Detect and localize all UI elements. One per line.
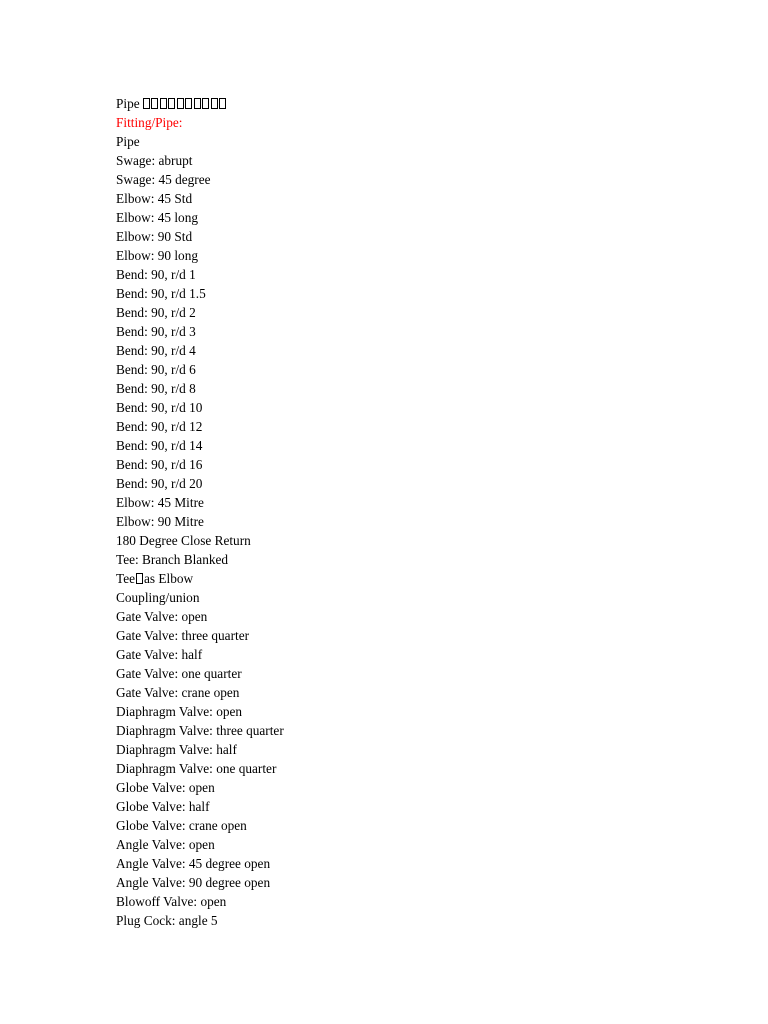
list-item: Bend: 90, r/d 1.5	[116, 286, 206, 301]
list-item: Diaphragm Valve: three quarter	[116, 723, 284, 738]
list-item: Gate Valve: open	[116, 609, 208, 624]
document-body	[116, 94, 736, 930]
list-item: Angle Valve: 90 degree open	[116, 875, 271, 890]
list-item: Bend: 90, r/d 8	[116, 381, 196, 396]
document-title	[116, 94, 736, 113]
section-heading: Fitting/Pipe:	[116, 115, 183, 130]
list-item: Elbow: 90 Std	[116, 229, 193, 244]
list-item: Gate Valve: one quarter	[116, 666, 242, 681]
list-item: Swage: abrupt	[116, 153, 193, 168]
list-item: Diaphragm Valve: one quarter	[116, 761, 277, 776]
list-item: Bend: 90, r/d 4	[116, 343, 196, 358]
list-item: Bend: 90, r/d 3	[116, 324, 196, 339]
list-item: Plug Cock: angle 5	[116, 913, 218, 928]
list-item: Bend: 90, r/d 12	[116, 419, 203, 434]
list-item: Angle Valve: open	[116, 837, 215, 852]
list-item: Bend: 90, r/d 1	[116, 267, 196, 282]
list-item: Diaphragm Valve: half	[116, 742, 237, 757]
list-item: Pipe	[116, 134, 140, 149]
list-item: Diaphragm Valve: open	[116, 704, 243, 719]
list-item: Bend: 90, r/d 16	[116, 457, 203, 472]
list-item: Bend: 90, r/d 10	[116, 400, 203, 415]
list-item-part: Tee	[116, 571, 135, 586]
list-item: Gate Valve: three quarter	[116, 628, 250, 643]
list-item: 180 Degree Close Return	[116, 533, 251, 548]
list-item: Globe Valve: crane open	[116, 818, 247, 833]
list-item: Bend: 90, r/d 6	[116, 362, 196, 377]
missing-glyph-box	[136, 573, 143, 584]
title-text: Pipe	[116, 96, 140, 111]
list-item: Elbow: 45 long	[116, 210, 198, 225]
missing-glyph-boxes	[143, 95, 228, 114]
list-item: Globe Valve: open	[116, 780, 215, 795]
list-item: Elbow: 90 Mitre	[116, 514, 204, 529]
list-item: Gate Valve: half	[116, 647, 203, 662]
list-item: Coupling/union	[116, 590, 200, 605]
list-item: Bend: 90, r/d 2	[116, 305, 196, 320]
list-item	[116, 569, 736, 588]
list-item: Tee: Branch Blanked	[116, 552, 229, 567]
list-item: Gate Valve: crane open	[116, 685, 240, 700]
list-item: Angle Valve: 45 degree open	[116, 856, 271, 871]
list-item: Elbow: 90 long	[116, 248, 198, 263]
list-item: Swage: 45 degree	[116, 172, 211, 187]
list-item: Globe Valve: half	[116, 799, 210, 814]
list-item: Bend: 90, r/d 20	[116, 476, 203, 491]
list-item: Elbow: 45 Mitre	[116, 495, 204, 510]
list-item: Bend: 90, r/d 14	[116, 438, 203, 453]
list-item: Blowoff Valve: open	[116, 894, 227, 909]
list-item-part: as Elbow	[144, 571, 194, 586]
list-item: Elbow: 45 Std	[116, 191, 193, 206]
